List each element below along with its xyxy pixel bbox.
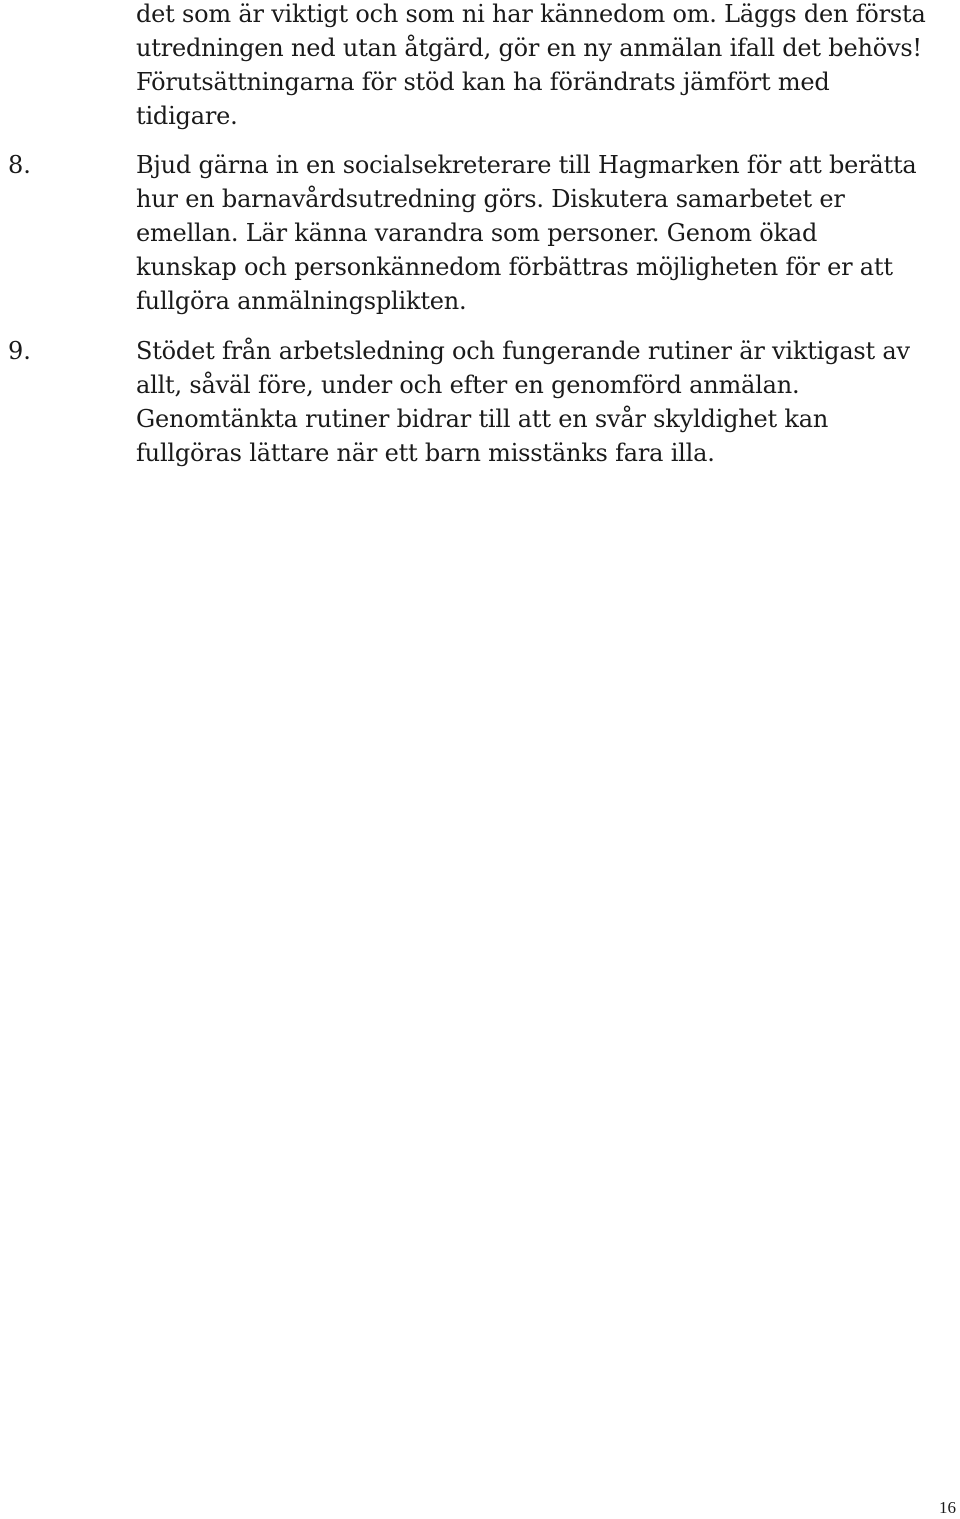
text-line: emellan. Lär känna varandra som personer. Genom ökad: [136, 219, 818, 247]
text-line: det som är viktigt och som ni har kännedom om. Läggs den första: [136, 0, 926, 28]
text-line: allt, såväl före, under och efter en genomförd anmälan.: [136, 371, 800, 399]
text-line: Bjud gärna in en socialsekreterare till Hagmarken för att berätta: [136, 151, 917, 179]
text-line: fullgöras lättare när ett barn misstänks fara illa.: [136, 439, 715, 467]
list-item-number: 8.: [8, 151, 31, 179]
text-line: Stödet från arbetsledning och fungerande rutiner är viktigast av: [136, 337, 910, 365]
text-line: hur en barnavårdsutredning görs. Diskutera samarbetet er: [136, 185, 845, 213]
text-line: Genomtänkta rutiner bidrar till att en svår skyldighet kan: [136, 405, 829, 433]
text-line: tidigare.: [136, 102, 238, 130]
page-number: 16: [939, 1498, 956, 1517]
text-line: kunskap och personkännedom förbättras möjligheten för er att: [136, 253, 893, 281]
text-line: fullgöra anmälningsplikten.: [136, 287, 467, 315]
list-item-number: 9.: [8, 337, 31, 365]
text-line: utredningen ned utan åtgärd, gör en ny anmälan ifall det behövs!: [136, 34, 922, 62]
text-line: Förutsättningarna för stöd kan ha förändrats jämfört med: [136, 68, 830, 96]
